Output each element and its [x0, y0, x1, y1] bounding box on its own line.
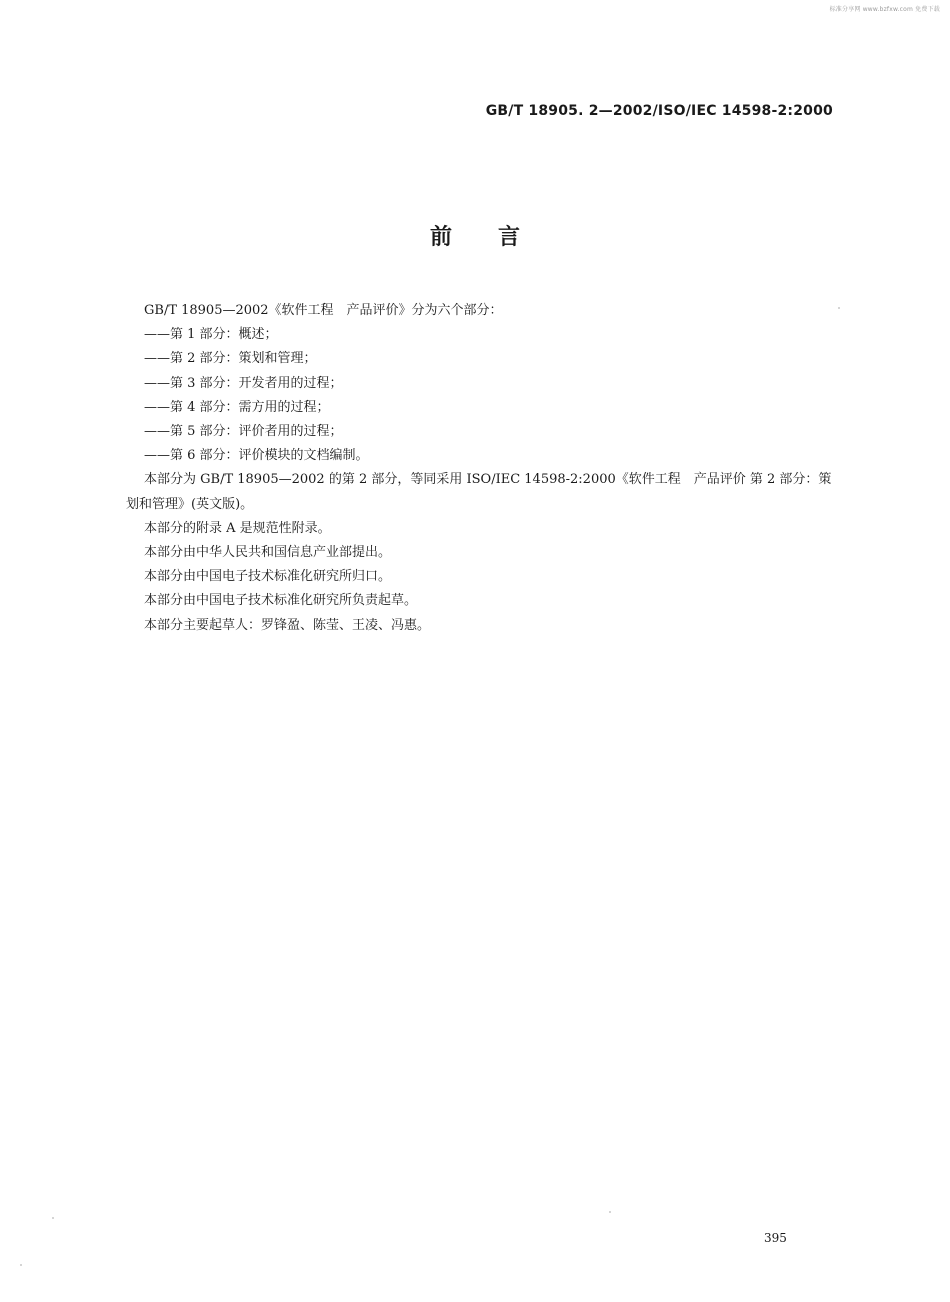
drafters-paragraph: 本部分主要起草人：罗锋盈、陈莹、王凌、冯惠。 [144, 617, 431, 633]
page-number: 395 [764, 1231, 787, 1245]
equivalence-paragraph: 本部分为 GB/T 18905—2002 的第 2 部分，等同采用 ISO/IEC 14598-2:2000《软件工程 产品评价 第 2 部分：策划和管理》(英文版)。 [126, 472, 832, 512]
proposed-by-paragraph: 本部分由中华人民共和国信息产业部提出。 [144, 545, 392, 561]
scan-speck [20, 1264, 22, 1266]
document-code: GB/T 18905. 2—2002/ISO/IEC 14598-2:2000 [485, 103, 833, 119]
page-title: 前言 [429, 225, 566, 250]
list-item: ——第 6 部分：评价模块的文档编制。 [144, 448, 369, 464]
list-item: ——第 1 部分：概述； [144, 327, 278, 343]
list-item: ——第 3 部分：开发者用的过程； [144, 375, 343, 391]
drafted-by-paragraph: 本部分由中国电子技术标准化研究所负责起草。 [144, 593, 418, 609]
foreword-body [126, 299, 834, 638]
intro-paragraph: GB/T 18905—2002《软件工程 产品评价》分为六个部分： [144, 303, 503, 318]
watermark-text: 标准分享网 www.bzfxw.com 免费下载 [829, 6, 940, 13]
scan-speck [838, 307, 840, 309]
list-item: ——第 2 部分：策划和管理； [144, 351, 317, 367]
list-item: ——第 5 部分：评价者用的过程； [144, 424, 343, 440]
managed-by-paragraph: 本部分由中国电子技术标准化研究所归口。 [144, 569, 392, 585]
list-item: ——第 4 部分：需方用的过程； [144, 399, 330, 415]
scan-speck [52, 1217, 54, 1219]
scan-speck [609, 1211, 611, 1213]
annex-paragraph: 本部分的附录 A 是规范性附录。 [144, 520, 331, 536]
